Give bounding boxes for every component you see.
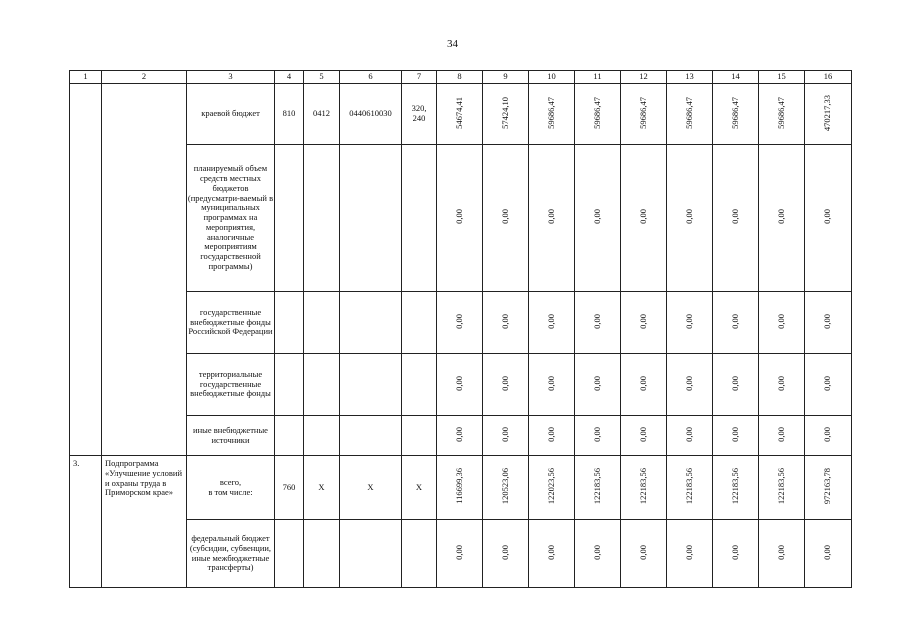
- cell-col6: [340, 292, 402, 354]
- column-header: 6: [340, 71, 402, 84]
- value-cell: 0,00: [529, 145, 575, 292]
- value-cell: 0,00: [667, 416, 713, 456]
- column-header: 15: [759, 71, 805, 84]
- table-row: [70, 292, 852, 354]
- value-cell: 120523,06: [483, 456, 529, 520]
- value-cell: 0,00: [437, 354, 483, 416]
- cell-col4: 760: [275, 456, 304, 520]
- column-header: 13: [667, 71, 713, 84]
- column-header: 7: [402, 71, 437, 84]
- value-cell: 59686,47: [759, 84, 805, 145]
- value-cell: 0,00: [713, 520, 759, 588]
- column-header: 16: [805, 71, 852, 84]
- funding-source-cell: территориальные государственные внебюджетные фонды: [187, 354, 275, 416]
- value-cell: 0,00: [575, 354, 621, 416]
- value-cell: 0,00: [483, 292, 529, 354]
- column-header: 12: [621, 71, 667, 84]
- cell-col6: X: [340, 456, 402, 520]
- value-cell: 59686,47: [667, 84, 713, 145]
- value-cell: 0,00: [713, 145, 759, 292]
- value-cell: 0,00: [759, 520, 805, 588]
- subprogram-number: 3.: [70, 456, 102, 588]
- value-cell: 122183,56: [713, 456, 759, 520]
- value-cell: 122183,56: [759, 456, 805, 520]
- row-number-cell: [70, 84, 102, 456]
- column-header: 2: [102, 71, 187, 84]
- value-cell: 54674,41: [437, 84, 483, 145]
- value-cell: 0,00: [805, 416, 852, 456]
- cell-col5: [304, 145, 340, 292]
- value-cell: 122183,56: [621, 456, 667, 520]
- value-cell: 0,00: [621, 354, 667, 416]
- value-cell: 116699,36: [437, 456, 483, 520]
- cell-col5: [304, 520, 340, 588]
- column-header: 3: [187, 71, 275, 84]
- value-cell: 0,00: [575, 292, 621, 354]
- cell-col6: [340, 416, 402, 456]
- cell-col6: [340, 520, 402, 588]
- column-number-row: [70, 71, 852, 84]
- value-cell: 0,00: [621, 416, 667, 456]
- value-cell: 59686,47: [621, 84, 667, 145]
- value-cell: 0,00: [621, 292, 667, 354]
- column-header: 9: [483, 71, 529, 84]
- column-header: 8: [437, 71, 483, 84]
- value-cell: 0,00: [529, 416, 575, 456]
- funding-source-cell: государственные внебюджетные фонды Российской Федерации: [187, 292, 275, 354]
- value-cell: 59686,47: [529, 84, 575, 145]
- value-cell: 0,00: [575, 416, 621, 456]
- cell-col5: [304, 416, 340, 456]
- cell-col7: 320, 240: [402, 84, 437, 145]
- value-cell: 0,00: [437, 145, 483, 292]
- cell-col4: [275, 354, 304, 416]
- value-cell: 0,00: [575, 145, 621, 292]
- cell-col5: 0412: [304, 84, 340, 145]
- value-cell: 0,00: [759, 145, 805, 292]
- cell-col6: 0440610030: [340, 84, 402, 145]
- value-cell: 0,00: [621, 145, 667, 292]
- cell-col4: [275, 520, 304, 588]
- value-cell: 122183,56: [667, 456, 713, 520]
- value-cell: 0,00: [437, 416, 483, 456]
- value-cell: 0,00: [667, 292, 713, 354]
- cell-col6: [340, 354, 402, 416]
- funding-source-cell: планируемый объем средств местных бюджетов (предусматри-ваемый в муниципальных программах на мероприятия, аналогичные мероприятиям государственной программы): [187, 145, 275, 292]
- column-header: 11: [575, 71, 621, 84]
- cell-col5: [304, 292, 340, 354]
- table-row: [70, 520, 852, 588]
- table-row: [70, 416, 852, 456]
- value-cell: 470217,33: [805, 84, 852, 145]
- cell-col5: X: [304, 456, 340, 520]
- funding-source-cell: федеральный бюджет (субсидии, субвенции, иные межбюджетные трансферты): [187, 520, 275, 588]
- value-cell: 0,00: [529, 292, 575, 354]
- table-row: [70, 145, 852, 292]
- value-cell: 0,00: [529, 520, 575, 588]
- cell-col7: [402, 292, 437, 354]
- value-cell: 0,00: [713, 292, 759, 354]
- cell-col7: [402, 416, 437, 456]
- value-cell: 0,00: [805, 520, 852, 588]
- column-header: 4: [275, 71, 304, 84]
- column-header: 5: [304, 71, 340, 84]
- cell-col7: [402, 520, 437, 588]
- cell-col7: X: [402, 456, 437, 520]
- subprogram-title: Подпрограмма «Улучшение условий и охраны труда в Приморском крае»: [102, 456, 187, 588]
- value-cell: 0,00: [759, 354, 805, 416]
- cell-col4: [275, 292, 304, 354]
- cell-col7: [402, 145, 437, 292]
- value-cell: 0,00: [483, 354, 529, 416]
- value-cell: 0,00: [713, 416, 759, 456]
- cell-col4: [275, 416, 304, 456]
- funding-source-cell: иные внебюджетные источники: [187, 416, 275, 456]
- value-cell: 0,00: [805, 292, 852, 354]
- cell-col7: [402, 354, 437, 416]
- value-cell: 0,00: [667, 354, 713, 416]
- value-cell: 122183,56: [575, 456, 621, 520]
- column-header: 1: [70, 71, 102, 84]
- value-cell: 122023,56: [529, 456, 575, 520]
- table-row: [70, 354, 852, 416]
- budget-table: [69, 70, 852, 588]
- value-cell: 59686,47: [575, 84, 621, 145]
- value-cell: 0,00: [713, 354, 759, 416]
- value-cell: 0,00: [805, 145, 852, 292]
- value-cell: 972163,78: [805, 456, 852, 520]
- value-cell: 59686,47: [713, 84, 759, 145]
- table-row: [70, 456, 852, 520]
- funding-source-cell: всего, в том числе:: [187, 456, 275, 520]
- cell-col4: 810: [275, 84, 304, 145]
- value-cell: 0,00: [759, 292, 805, 354]
- value-cell: 0,00: [529, 354, 575, 416]
- value-cell: 0,00: [805, 354, 852, 416]
- cell-col6: [340, 145, 402, 292]
- cell-col4: [275, 145, 304, 292]
- page-number: 34: [447, 38, 458, 50]
- value-cell: 0,00: [667, 520, 713, 588]
- value-cell: 0,00: [437, 292, 483, 354]
- table-row: [70, 84, 852, 145]
- cell-col5: [304, 354, 340, 416]
- value-cell: 0,00: [483, 145, 529, 292]
- column-header: 14: [713, 71, 759, 84]
- value-cell: 0,00: [483, 416, 529, 456]
- funding-source-cell: краевой бюджет: [187, 84, 275, 145]
- value-cell: 0,00: [483, 520, 529, 588]
- value-cell: 0,00: [759, 416, 805, 456]
- value-cell: 0,00: [667, 145, 713, 292]
- column-header: 10: [529, 71, 575, 84]
- program-name-cell: [102, 84, 187, 456]
- value-cell: 0,00: [437, 520, 483, 588]
- value-cell: 0,00: [575, 520, 621, 588]
- value-cell: 0,00: [621, 520, 667, 588]
- value-cell: 57424,10: [483, 84, 529, 145]
